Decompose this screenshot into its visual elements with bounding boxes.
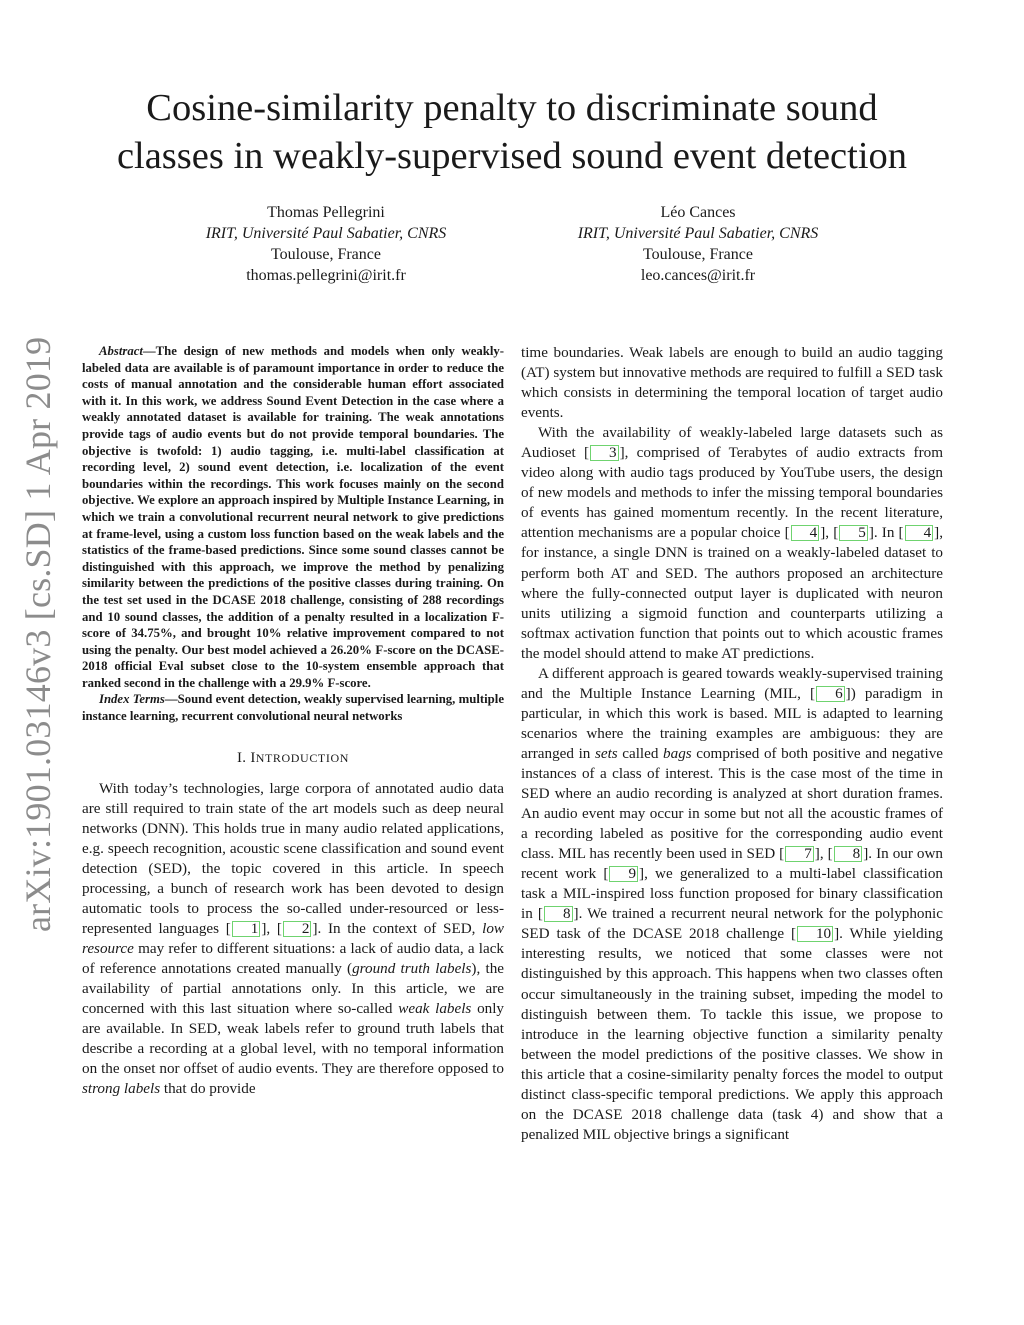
abstract-text: —The design of new methods and models when only weakly-labeled data are available is of paramount importance in order to reduce the costs of manual annotation and the considerable human effort associated with it. In this work, we address Sound Event Detection in the case where a weakly annotated dataset is available for training. The weak annotations provide tags of audio events but do not provide temporal boundaries. The objective is twofold: 1) audio tagging, i.e. multi-label classification at recording level, 2) sound event detection, i.e. localization of the event boundaries within the recordings. This work focuses mainly on the second objective. We explore an approach inspired by Multiple Instance Learning, in which we train a convolutional recurrent neural network to give predictions at frame-level, using a custom loss function based on the weak labels and the statistics of the frame-based predictions. Since some sound classes cannot be distinguished with this approach, we improve the method by penalizing similarity between the predictions of the positive classes during training. On the test set used in the DCASE 2018 challenge, consisting of 288 recordings and 10 sound classes, the addition of a penalty resulted in a localization F-score of 34.75%, and brought 10% relative improvement compared to not using the penalty. Our best model achieved a 26.20% F-score on the DCASE-2018 official Eval subset close to the 10-system ensemble approach that ranked second in the challenge with a 29.9% F-score. [82, 344, 504, 690]
citation-link[interactable]: 5 [839, 525, 868, 541]
arxiv-identifier: arXiv:1901.03146v3 [cs.SD] 1 Apr 2019 [18, 336, 58, 932]
text-segment: comprised of both positive and negative instances of a class of interest. This is the case most of the time in SED where an audio recording is analyzed at short duration frames. An audio event may occur in some but not all the acoustic frames of a recording labeled as positive for the corresponding audio event class. MIL has recently been used in SED [521, 744, 943, 863]
emphasis-text: strong labels [82, 1080, 161, 1098]
text-segment: only are available. In SED, weak labels refer to ground truth labels that describe a recording at a global level, with no temporal information on the onset nor offset of audio events. They are therefore opposed to [82, 1000, 505, 1078]
emphasis-text: sets [594, 744, 618, 762]
text-segment: called [617, 744, 664, 762]
title-line-2: classes in weakly-supervised sound event detection [116, 135, 908, 177]
author-email[interactable]: thomas.pellegrini@irit.fr [246, 267, 406, 284]
text-segment: that do provide [160, 1080, 256, 1098]
text-segment: A different approach is geared towards weakly-supervised training and the Multiple Instance Learning (MIL, [521, 664, 943, 702]
citation-link[interactable]: 4 [905, 525, 934, 541]
section-title-rest: NTRODUCTION [255, 750, 349, 765]
intro-paragraph-2: With the availability of weakly-labeled large datasets such as Audioset [ 3 ], comprised of Terabytes of audio extracts from video along with audio tags produced by YouTube users, the design of new models and methods to infer the missing temporal boundaries of events has gained momentum recently. In the recent literature, attention mechanisms are a popular choice [ 4 ], [ 5 ]. In [ 4 ], for instance, a single DNN is trained on a weakly-labeled dataset to perform both AT and SED. The authors proposed an architecture where the fully-connected output layer is duplicated with neuron units utilizing a sigmoid function and counterparts utilizing a softmax activation function that points out to which acoustic frames the model should attend to make AT predictions. [521, 424, 943, 662]
left-column [82, 343, 504, 1099]
text-segment: With the availability of weakly-labeled large datasets such as Audioset [521, 424, 943, 462]
author-name: Thomas Pellegrini [267, 204, 385, 221]
text-segment: . We trained a recurrent neural network for the polyphonic SED task of the DCASE 2018 challenge [521, 905, 943, 943]
author-city: Toulouse, France [643, 246, 753, 263]
text-segment: ) paradigm in particular, in which this work is based. MIL is adapted to learning scenarios where the training examples are ambiguous: they are arranged in [521, 684, 943, 762]
text-segment: , [266, 920, 277, 938]
section-first-letter: I [250, 749, 256, 766]
author-block-2 [533, 202, 863, 286]
author-block-1 [161, 202, 491, 286]
text-segment: . In our own recent work [521, 845, 943, 883]
section-number: I. [237, 749, 247, 766]
text-segment: , [825, 524, 834, 542]
citation-link[interactable]: 9 [609, 866, 638, 882]
emphasis-text: ground truth labels [352, 960, 472, 978]
right-column [521, 343, 943, 1145]
citation-link[interactable]: 1 [232, 921, 261, 937]
intro-paragraph-continued: time boundaries. Weak labels are enough to build an audio tagging (AT) system but innovative methods are required to fulfill a SED task which consists in determining the temporal location of target audio events. [521, 344, 943, 422]
text-segment: With today’s technologies, large corpora of annotated audio data are still required to train state of the art models such as deep neural networks (DNN). This holds true in many audio related applications, e.g. speech recognition, acoustic scene classification and sound event detection (SED), the topic covered in this article. In speech processing, a bunch of research work has been devoted to design automatic tools to process the so-called under-resourced or less-represented languages [82, 779, 504, 938]
citation-link[interactable]: 7 [785, 846, 814, 862]
text-segment: , we generalized to a multi-label classification task a MIL-inspired loss function proposed for binary classification in [521, 865, 943, 923]
citation-link[interactable]: 6 [816, 686, 845, 702]
author-affiliation: IRIT, Université Paul Sabatier, CNRS [577, 225, 819, 242]
citation-link[interactable]: 8 [544, 906, 573, 922]
author-name: Léo Cances [660, 204, 736, 221]
emphasis-text: bags [663, 744, 692, 762]
citation-link[interactable]: 10 [797, 926, 833, 942]
section-heading-introduction [82, 748, 504, 768]
text-segment: , comprised of Terabytes of audio extracts from video along with audio tags produced by YouTube users, the design of new models and methods to infer the missing temporal boundaries of events has gained momentum recently. In the recent literature, attention mechanisms are a popular choice [521, 444, 943, 542]
author-email[interactable]: leo.cances@irit.fr [640, 267, 756, 284]
intro-paragraph-1: With today’s technologies, large corpora of annotated audio data are still required to train state of the art models such as deep neural networks (DNN). This holds true in many audio related applications, e.g. speech recognition, acoustic scene classification and sound event detection (SED), the topic covered in this article. In speech processing, a bunch of research work has been devoted to design automatic tools to process the so-called under-resourced or less-represented languages [ 1 ], [ 2 ]. In the context of SED, low resource may refer to different situations: a lack of audio data, a lack of reference annotations created manually (ground truth labels), the availability of partial annotations only. In this article, we are concerned with this last situation where so-called weak labels only are available. In SED, weak labels refer to ground truth labels that describe a recording at a global level, with no temporal information on the onset nor offset of audio events. They are therefore opposed to strong labels that do provide [82, 779, 505, 1098]
emphasis-text: low resource [82, 920, 505, 958]
citation-link[interactable]: 8 [834, 846, 863, 862]
paper-title [60, 84, 964, 180]
text-segment: . In the context of SED, [317, 920, 483, 938]
text-segment: , [819, 845, 828, 863]
abstract-label: Abstract [99, 344, 143, 358]
citation-link[interactable]: 2 [283, 921, 312, 937]
author-city: Toulouse, France [271, 246, 381, 263]
author-affiliation: IRIT, Université Paul Sabatier, CNRS [205, 225, 447, 242]
abstract [82, 343, 504, 691]
citation-link[interactable]: 3 [590, 445, 619, 461]
intro-paragraph-3: A different approach is geared towards weakly-supervised training and the Multiple Instance Learning (MIL, [ 6 ]) paradigm in particular, in which this work is based. MIL is adapted to learning scenarios where the training examples are ambiguous: they are arranged in sets called bags comprised of both positive and negative instances of a class of interest. This is the case most of the time in SED where an audio recording is analyzed at short duration frames. An audio event may occur in some but not all the acoustic frames of a recording labeled as positive for the corresponding audio event class. MIL has recently been used in SED [ 7 ], [ 8 ]. In our own recent work [ 9 ], we generalized to a multi-label classification task a MIL-inspired loss function proposed for binary classification in [ 8 ]. We trained a recurrent neural network for the polyphonic SED task of the DCASE 2018 challenge [ 10 ]. While yielding interesting results, we noticed that some classes were not distinguished by this approach. This happens when two classes often occur simultaneously in the training subset, impeding the model to distinguish between them. To tackle this issue, we propose to introduce in the learning objective function a similarity penalty between the model predictions of the positive classes. We show in this article that a cosine-similarity penalty forces the model to output distinct class-specific temporal predictions. We apply this approach on the DCASE 2018 challenge data (task 4) and show that a penalized MIL objective brings a significant [521, 664, 943, 1143]
text-segment: . While yielding interesting results, we noticed that some classes were not distinguished by this approach. This happens when two classes often occur simultaneously in the training subset, impeding the model to distinguish between them. To tackle this issue, we propose to introduce in the learning objective function a similarity penalty between the model predictions of the positive classes. We show in this article that a cosine-similarity penalty forces the model to output distinct class-specific temporal predictions. We apply this approach on the DCASE 2018 challenge data (task 4) and show that a penalized MIL objective brings a significant [521, 925, 943, 1143]
text-segment: , for instance, a single DNN is trained on a weakly-labeled dataset to perform both AT and SED. The authors proposed an architecture where the fully-connected output layer is duplicated with neuron units utilizing a sigmoid function and counterparts utilizing a softmax activation function that points out to which acoustic frames the model should attend to make AT predictions. [521, 524, 943, 662]
text-segment: ), the availability of partial annotations only. In this article, we are concerned with this last situation where so-called [82, 960, 504, 1018]
index-terms [82, 691, 504, 724]
text-segment: may refer to different situations: a lack of audio data, a lack of reference annotations created manually ( [82, 940, 504, 978]
title-line-1: Cosine-similarity penalty to discriminate sound [146, 87, 878, 129]
emphasis-text: weak labels [398, 1000, 472, 1018]
index-terms-label: Index Terms [99, 692, 165, 707]
text-segment: . In [873, 524, 899, 542]
citation-link[interactable]: 4 [791, 525, 820, 541]
index-terms-text: —Sound event detection, weakly supervised learning, multiple instance learning, recurrent convolutional neural networks [82, 692, 504, 724]
